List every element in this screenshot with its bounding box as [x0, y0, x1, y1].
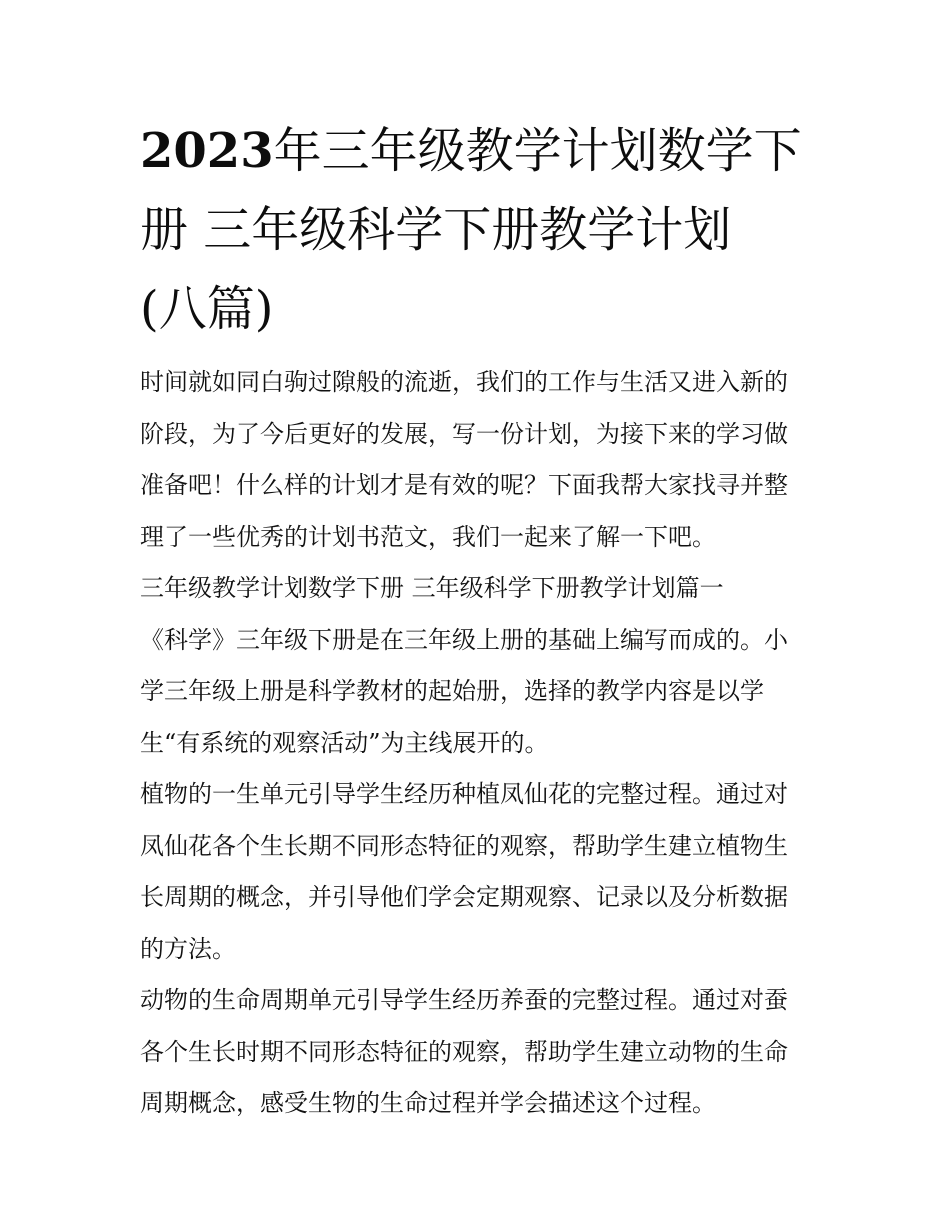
body-line: 《科学》三年级下册是在三年级上册的基础上编写而成的。小 — [140, 625, 788, 654]
body-line: 生“有系统的观察活动”为主线展开的。 — [140, 728, 549, 757]
body-line: 阶段，为了今后更好的发展，写一份计划，为接下来的学习做 — [140, 419, 788, 448]
body-line: 凤仙花各个生长期不同形态特征的观察，帮助学生建立植物生 — [140, 831, 788, 860]
body-line: 准备吧！什么样的计划才是有效的呢？下面我帮大家找寻并整 — [140, 471, 788, 499]
title-line: 册 三年级科学下册教学计划 — [140, 202, 732, 258]
document-title — [140, 112, 820, 349]
body-line: 理了一些优秀的计划书范文，我们一起来了解一下吧。 — [140, 522, 716, 551]
title-year: 2023 — [140, 123, 274, 179]
body-line: 各个生长时期不同形态特征的观察，帮助学生建立动物的生命 — [140, 1037, 788, 1066]
body-line: 长周期的概念，并引导他们学会定期观察、记录以及分析数据 — [140, 883, 788, 911]
body-line: 时间就如同白驹过隙般的流逝，我们的工作与生活又进入新的 — [140, 368, 788, 396]
body-line: 动物的生命周期单元引导学生经历养蚕的完整过程。通过对蚕 — [140, 986, 788, 1014]
body-line: 周期概念，感受生物的生命过程并学会描述这个过程。 — [140, 1089, 716, 1117]
body-line: 学三年级上册是科学教材的起始册，选择的教学内容是以学 — [140, 677, 764, 705]
section-heading: 三年级教学计划数学下册 三年级科学下册教学计划篇一 — [140, 574, 724, 602]
title-line: (八篇) — [140, 281, 274, 337]
body-line: 的方法。 — [140, 934, 236, 963]
document-body — [140, 357, 815, 1130]
title-line: 2023年三年级教学计划数学下 — [140, 123, 802, 179]
body-line: 植物的一生单元引导学生经历种植凤仙花的完整过程。通过对 — [140, 780, 788, 808]
